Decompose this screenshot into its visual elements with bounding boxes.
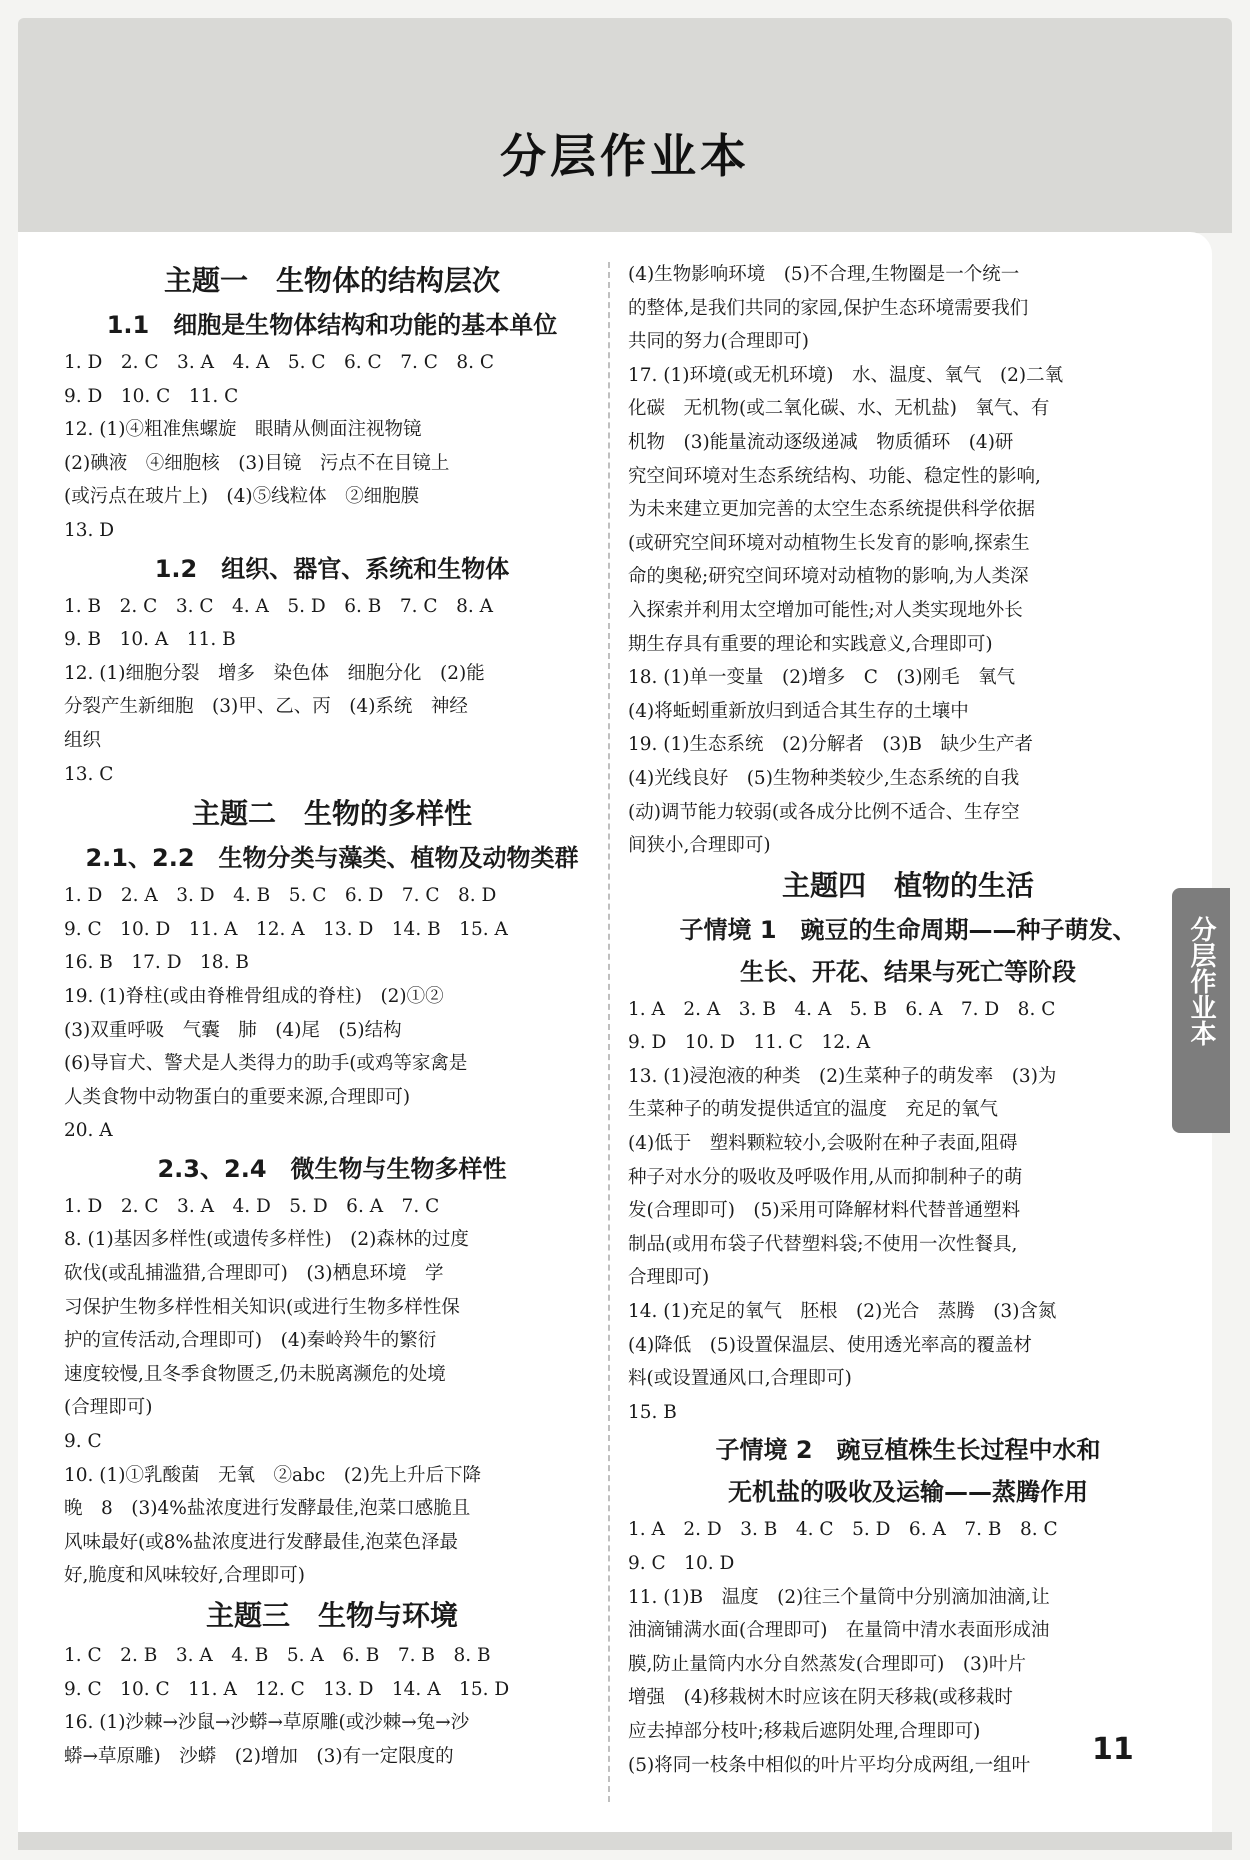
answer-line: (6)导盲犬、警犬是人类得力的助手(或鸡等家禽是: [64, 1053, 468, 1075]
answer-line: (3)双重呼吸 气囊 肺 (4)尾 (5)结构: [64, 1019, 402, 1041]
answer-line: 11. (1)B 温度 (2)往三个量筒中分别滴加油滴,让: [628, 1586, 1050, 1608]
answer-line: (或污点在玻片上) (4)⑤线粒体 ②细胞膜: [64, 486, 420, 508]
answer-line: 生菜种子的萌发提供适宜的温度 充足的氧气: [628, 1099, 999, 1121]
answer-line: 好,脆度和风味较好,合理即可): [64, 1565, 305, 1587]
side-tab: [1172, 888, 1230, 1133]
answer-line: 16. B 17. D 18. B: [64, 952, 249, 974]
footer-strip: [18, 1832, 1232, 1850]
answer-line: 习保护生物多样性相关知识(或进行生物多样性保: [64, 1296, 460, 1318]
answer-line: 护的宣传活动,合理即可) (4)秦岭羚牛的繁衍: [64, 1330, 437, 1352]
answer-line: 分裂产生新细胞 (3)甲、乙、丙 (4)系统 神经: [64, 696, 468, 718]
answer-line: 晚 8 (3)4%盐浓度进行发酵最佳,泡菜口感脆且: [64, 1498, 471, 1520]
answer-line: 1. D 2. A 3. D 4. B 5. C 6. D 7. C 8. D: [64, 885, 497, 907]
answer-line: 1. C 2. B 3. A 4. B 5. A 6. B 7. B 8. B: [64, 1645, 491, 1666]
answer-line: (4)低于 塑料颗粒较小,会吸附在种子表面,阻碍: [628, 1133, 1018, 1155]
answer-line: 1. D 2. C 3. A 4. A 5. C 6. C 7. C 8. C: [64, 352, 495, 373]
answer-line: 13. (1)浸泡液的种类 (2)生菜种子的萌发率 (3)为: [628, 1065, 1057, 1087]
subsection-heading: 2.1、2.2 生物分类与藻类、植物及动物类群: [85, 844, 579, 873]
answer-line: 12. (1)④粗准焦螺旋 眼睛从侧面注视物镜: [64, 419, 422, 441]
left-column: [64, 258, 600, 1773]
subsection-heading: 无机盐的吸收及运输——蒸腾作用: [728, 1478, 1088, 1507]
answer-line: 料(或设置通风口,合理即可): [628, 1368, 852, 1390]
side-tab-label: 分层作业本: [1186, 916, 1216, 1046]
answer-line: 砍伐(或乱捕滥猎,合理即可) (3)栖息环境 学: [64, 1263, 444, 1285]
answer-line: (4)生物影响环境 (5)不合理,生物圈是一个统一: [628, 264, 1020, 285]
answer-line: (4)将蚯蚓重新放归到适合其生存的土壤中: [628, 700, 969, 722]
answer-line: 种子对水分的吸收及呼吸作用,从而抑制种子的萌: [628, 1166, 1023, 1188]
answer-line: 究空间环境对生态系统结构、功能、稳定性的影响,: [628, 465, 1041, 487]
answer-line: 间狭小,合理即可): [628, 835, 771, 857]
answer-line: 15. B: [628, 1401, 677, 1423]
answer-line: 入探索并利用太空增加可能性;对人类实现地外长: [628, 599, 1023, 621]
answer-line: 9. C 10. D 11. A 12. A 13. D 14. B 15. A: [64, 918, 508, 940]
subsection-heading: 2.3、2.4 微生物与生物多样性: [157, 1154, 507, 1183]
answer-line: 命的奥秘;研究空间环境对动植物的影响,为人类深: [628, 566, 1029, 588]
subsection-heading: 1.1 细胞是生物体结构和功能的基本单位: [106, 311, 558, 339]
answer-line: (2)碘液 ④细胞核 (3)目镜 污点不在目镜上: [64, 452, 450, 474]
subsection-heading: 1.2 组织、器官、系统和生物体: [154, 554, 510, 583]
answer-line: (合理即可): [64, 1397, 153, 1419]
answer-line: 膜,防止量筒内水分自然蒸发(合理即可) (3)叶片: [628, 1653, 1027, 1675]
answer-line: 组织: [64, 729, 102, 751]
section-heading: 主题一 生物体的结构层次: [163, 264, 500, 297]
answer-line: (或研究空间环境对动植物生长发育的影响,探索生: [628, 532, 1030, 554]
answer-line: (5)将同一枝条中相似的叶片平均分成两组,一组叶: [628, 1754, 1031, 1776]
answer-line: 12. (1)细胞分裂 增多 染色体 细胞分化 (2)能: [64, 662, 485, 684]
answer-line: 制品(或用布袋子代替塑料袋;不使用一次性餐具,: [628, 1233, 1018, 1255]
answer-line: 13. D: [64, 519, 115, 541]
page-title: 分层作业本: [500, 129, 750, 183]
answer-line: 9. D 10. D 11. C 12. A: [628, 1032, 871, 1054]
answer-line: 18. (1)单一变量 (2)增多 C (3)刚毛 氧气: [628, 667, 1016, 689]
answer-line: 合理即可): [628, 1267, 710, 1289]
answer-line: 期生存具有重要的理论和实践意义,合理即可): [628, 633, 993, 655]
section-heading: 主题三 生物与环境: [205, 1599, 458, 1632]
answer-line: 的整体,是我们共同的家园,保护生态环境需要我们: [628, 297, 1029, 319]
answer-line: 9. C 10. D: [628, 1553, 735, 1574]
section-heading: 主题二 生物的多样性: [191, 797, 472, 831]
subsection-heading: 生长、开花、结果与死亡等阶段: [740, 957, 1076, 986]
answer-line: 9. C: [64, 1431, 102, 1453]
answer-line: 风味最好(或8%盐浓度进行发酵最佳,泡菜色泽最: [64, 1531, 458, 1553]
answer-line: 人类食物中动物蛋白的重要来源,合理即可): [64, 1086, 411, 1108]
header-banner: [18, 18, 1232, 233]
right-column: [628, 258, 1188, 1782]
answer-line: 速度较慢,且冬季食物匮乏,仍未脱离濒危的处境: [64, 1363, 446, 1385]
answer-line: (动)调节能力较弱(或各成分比例不适合、生存空: [628, 801, 1020, 823]
page-number: 11: [1092, 1732, 1134, 1767]
answer-line: 20. A: [64, 1120, 113, 1142]
answer-line: 10. (1)①乳酸菌 无氧 ②abc (2)先上升后下降: [64, 1464, 481, 1486]
answer-line: 9. C 10. C 11. A 12. C 13. D 14. A 15. D: [64, 1678, 510, 1700]
answer-line: 发(合理即可) (5)采用可降解材料代替普通塑料: [628, 1200, 1021, 1222]
answer-line: 增强 (4)移栽树木时应该在阴天移栽(或移栽时: [628, 1687, 1013, 1709]
answer-line: 1. B 2. C 3. C 4. A 5. D 6. B 7. C 8. A: [64, 595, 493, 617]
answer-line: 19. (1)脊柱(或由脊椎骨组成的脊柱) (2)①②: [64, 985, 444, 1007]
answer-line: 14. (1)充足的氧气 胚根 (2)光合 蒸腾 (3)含氮: [628, 1301, 1057, 1323]
answer-line: 13. C: [64, 763, 114, 785]
answer-line: 蟒→草原雕) 沙蟒 (2)增加 (3)有一定限度的: [64, 1745, 454, 1767]
answer-line: 为未来建立更加完善的太空生态系统提供科学依据: [628, 499, 1036, 521]
column-divider: [608, 262, 610, 1802]
answer-line: 16. (1)沙棘→沙鼠→沙蟒→草原雕(或沙棘→兔→沙: [64, 1712, 470, 1734]
answer-line: 17. (1)环境(或无机环境) 水、温度、氧气 (2)二氧: [628, 364, 1064, 386]
answer-line: 油滴铺满水面(合理即可) 在量筒中清水表面形成油: [628, 1620, 1050, 1642]
answer-line: 9. B 10. A 11. B: [64, 629, 236, 651]
answer-line: 应去掉部分枝叶;移栽后遮阴处理,合理即可): [628, 1720, 981, 1742]
answer-line: (4)光线良好 (5)生物种类较少,生态系统的自我: [628, 767, 1020, 789]
answer-line: 1. D 2. C 3. A 4. D 5. D 6. A 7. C: [64, 1195, 440, 1217]
answer-line: 9. D 10. C 11. C: [64, 385, 239, 407]
answer-line: (4)降低 (5)设置保温层、使用透光率高的覆盖材: [628, 1334, 1032, 1356]
subsection-heading: 子情境 2 豌豆植株生长过程中水和: [715, 1436, 1101, 1465]
answer-line: 19. (1)生态系统 (2)分解者 (3)B 缺少生产者: [628, 734, 1034, 756]
section-heading: 主题四 植物的生活: [781, 868, 1034, 902]
answer-line: 1. A 2. A 3. B 4. A 5. B 6. A 7. D 8. C: [628, 998, 1056, 1020]
answer-line: 共同的努力(合理即可): [628, 331, 809, 353]
answer-line: 机物 (3)能量流动逐级递减 物质循环 (4)研: [628, 431, 1014, 453]
answer-line: 1. A 2. D 3. B 4. C 5. D 6. A 7. B 8. C: [628, 1519, 1058, 1541]
answer-line: 化碳 无机物(或二氧化碳、水、无机盐) 氧气、有: [628, 398, 1050, 420]
answer-line: 8. (1)基因多样性(或遗传多样性) (2)森林的过度: [64, 1229, 469, 1251]
subsection-heading: 子情境 1 豌豆的生命周期——种子萌发、: [679, 915, 1137, 944]
